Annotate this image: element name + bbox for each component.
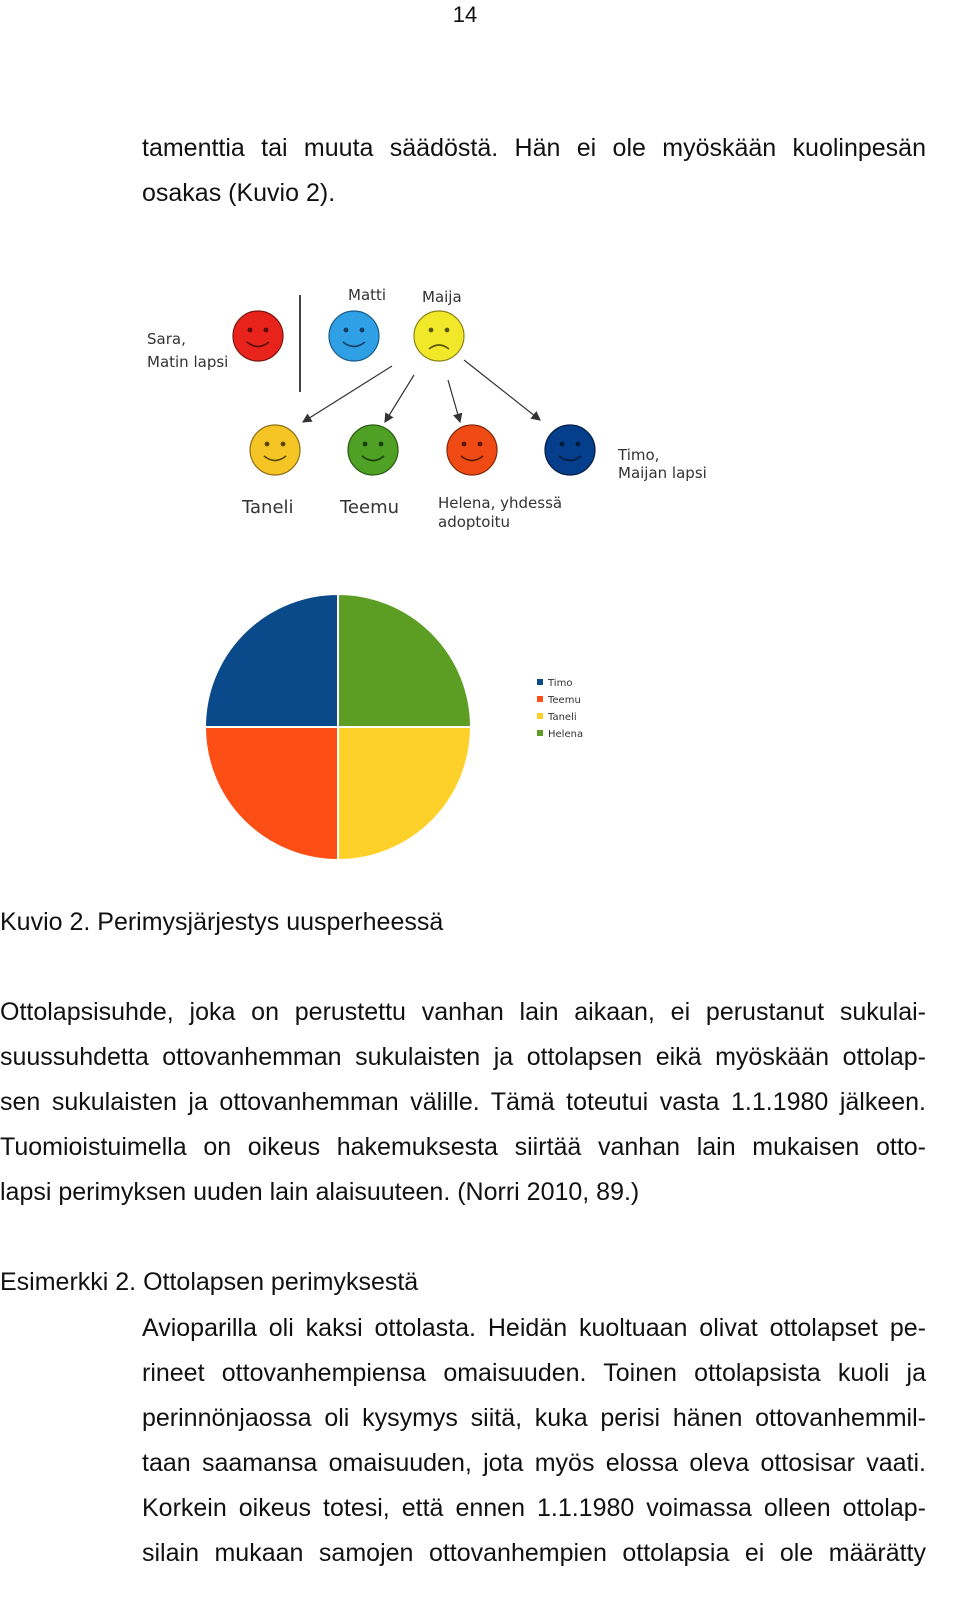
example-line: taan saamansa omaisuuden, jota myös elossa oleva ottosisar vaati. — [142, 1449, 926, 1477]
legend-label-timo: Timo — [548, 678, 573, 689]
paragraph-line: lapsi perimyksen uuden lain alaisuuteen. (Norri 2010, 89.) — [0, 1178, 640, 1206]
paragraph-line: suussuhdetta ottovanhemman sukulaisten ja ottolapsen eikä myöskään ottolap- — [0, 1043, 926, 1071]
legend-swatch-helena — [537, 730, 543, 736]
paragraph-line: Ottolapsisuhde, joka on perustettu vanhan lain aikaan, ei perustanut sukulai- — [0, 998, 926, 1026]
label-helena: Helena, yhdessä — [438, 494, 563, 512]
face-helena — [447, 425, 497, 475]
intro-line: osakas (Kuvio 2). — [142, 179, 336, 207]
pie-slice-timo — [205, 594, 338, 727]
label-matti: Matti — [348, 286, 387, 304]
family-diagram — [130, 280, 730, 540]
legend-swatch-taneli — [537, 713, 543, 719]
example-heading: Esimerkki 2. Ottolapsen perimyksestä — [0, 1268, 419, 1296]
label-timo-sub: Maijan lapsi — [618, 464, 707, 482]
paragraph-line: Tuomioistuimella on oikeus hakemuksesta siirtää vanhan lain mukaisen otto- — [0, 1133, 926, 1161]
arrow-to-taneli — [303, 366, 392, 422]
label-timo: Timo, — [618, 446, 660, 464]
example-line: Korkein oikeus totesi, että ennen 1.1.1980 voimassa olleen ottolap- — [142, 1494, 926, 1522]
face-matti — [329, 311, 379, 361]
example-line: perinnönjaossa oli kysymys siitä, kuka perisi hänen ottovanhemmil- — [142, 1404, 926, 1432]
label-taneli: Taneli — [242, 497, 294, 518]
pie-slice-taneli — [338, 727, 471, 860]
face-teemu — [348, 425, 398, 475]
label-helena-sub: adoptoitu — [438, 513, 511, 531]
arrow-to-teemu — [385, 375, 414, 422]
face-taneli — [250, 425, 300, 475]
arrow-to-timo — [464, 360, 540, 420]
face-timo — [545, 425, 595, 475]
inheritance-pie-chart — [190, 585, 610, 875]
face-maija — [414, 311, 464, 361]
legend-swatch-teemu — [537, 696, 543, 702]
legend-label-helena: Helena — [548, 729, 584, 740]
label-sara: Sara, — [147, 330, 186, 348]
label-sara-sub: Matin lapsi — [147, 353, 229, 371]
legend-label-teemu: Teemu — [548, 695, 581, 706]
example-line: silain mukaan samojen ottovanhempien ottolapsia ei ole määrätty — [142, 1539, 926, 1567]
example-line: Avioparilla oli kaksi ottolasta. Heidän kuoltuaan olivat ottolapset pe- — [142, 1314, 926, 1342]
label-maija: Maija — [422, 288, 462, 306]
pie-slice-teemu — [205, 727, 338, 860]
legend-label-taneli: Taneli — [548, 712, 577, 723]
paragraph-line: sen sukulaisten ja ottovanhemman välille. Tämä toteutui vasta 1.1.1980 jälkeen. — [0, 1088, 926, 1116]
page-number: 14 — [452, 2, 478, 27]
legend-swatch-timo — [537, 679, 543, 685]
arrow-to-helena — [448, 380, 460, 422]
figure-caption: Kuvio 2. Perimysjärjestys uusperheessä — [0, 908, 444, 936]
pie-slice-helena — [338, 594, 471, 727]
intro-line: tamenttia tai muuta säädöstä. Hän ei ole myöskään kuolinpesän — [142, 134, 926, 162]
face-sara — [233, 311, 283, 361]
label-teemu: Teemu — [340, 497, 400, 518]
example-line: rineet ottovanhempiensa omaisuuden. Toinen ottolapsista kuoli ja — [142, 1359, 926, 1387]
